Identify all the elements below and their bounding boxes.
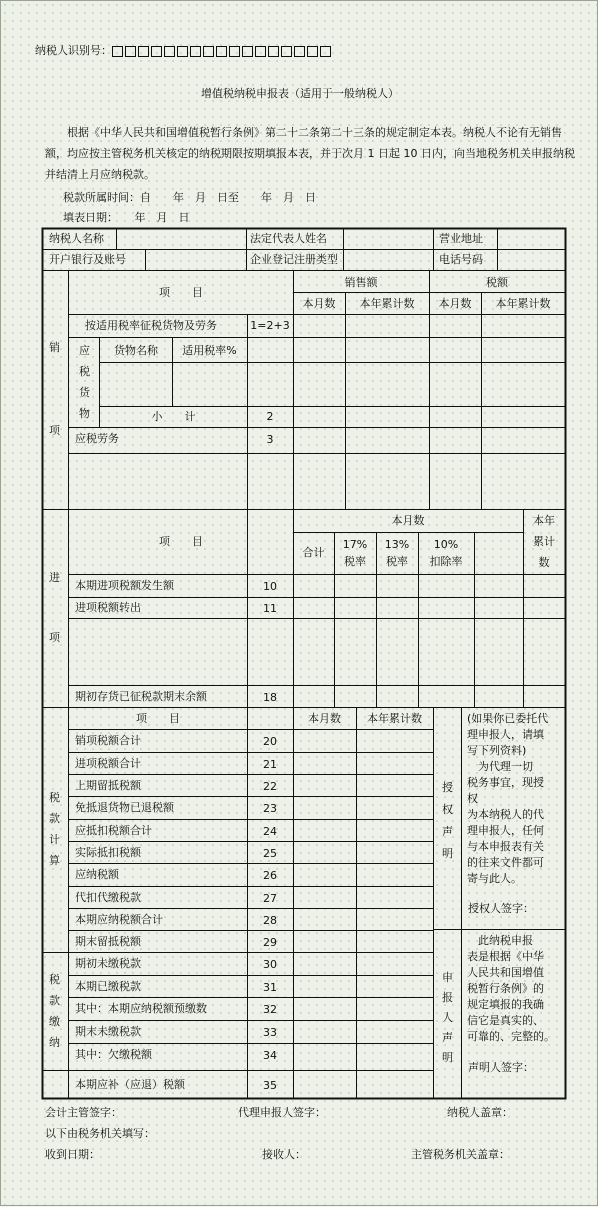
sales-side-label-1: 销	[49, 341, 60, 354]
input-month-header: 本月数	[391, 514, 425, 527]
auth-text-line: 税务事宜，现授	[467, 776, 544, 789]
pay-row-month-cell[interactable]	[295, 1002, 354, 1016]
auth-sign-label: 授权人签字：	[468, 902, 534, 915]
calc-row-month-cell[interactable]	[295, 913, 354, 927]
bank-field[interactable]	[149, 253, 243, 267]
auth-side-char: 声	[442, 825, 453, 838]
sales-item-header: 项 目	[159, 286, 203, 299]
calc-row-ytd-cell[interactable]	[358, 734, 431, 748]
calc-month-header: 本月数	[308, 712, 341, 725]
sales-amount-month: 本月数	[302, 297, 336, 310]
pay-row-ytd-cell[interactable]	[358, 1002, 431, 1016]
legal-rep-field[interactable]	[347, 232, 429, 246]
sales-row1-code: 1=2+3	[250, 319, 290, 332]
label-address: 营业地址	[439, 232, 483, 245]
decl-text-line: 税暂行条例》的	[467, 982, 544, 995]
accountant-sign: 会计主管签字：	[45, 1106, 122, 1119]
calc-side-1: 税	[49, 791, 60, 804]
calc-row-month-cell[interactable]	[295, 734, 354, 748]
input-side-label-2: 项	[49, 631, 60, 644]
calc-row-ytd-cell[interactable]	[358, 801, 431, 815]
calc-row-code: 22	[263, 780, 277, 793]
pay-row-code: 34	[263, 1049, 277, 1062]
pay-row-month-cell[interactable]	[295, 1048, 354, 1062]
pay-row-month-cell[interactable]	[295, 980, 354, 994]
auth-side-char: 授	[442, 781, 453, 794]
label-bank: 开户银行及账号	[49, 253, 126, 266]
input-row10-code: 10	[263, 580, 277, 593]
decl-side-char: 人	[442, 1011, 453, 1024]
pay-row-ytd-cell[interactable]	[358, 1025, 431, 1039]
calc-row-code: 20	[263, 735, 277, 748]
reg-type-field[interactable]	[347, 253, 429, 267]
calc-row-ytd-cell[interactable]	[358, 935, 431, 949]
calc-row-label: 应纳税额	[75, 868, 119, 881]
decl-text-line: 人民共和国增值	[467, 966, 544, 979]
calc-row-label: 进项税额合计	[75, 757, 141, 770]
goods-rate-header: 适用税率%	[182, 344, 237, 357]
decl-text-line: 信它是真实的、	[467, 1014, 544, 1027]
auth-text-line: (如果你已委托代	[467, 712, 549, 725]
auth-side-char: 权	[442, 803, 453, 816]
calc-row-month-cell[interactable]	[295, 801, 354, 815]
label-taxpayer-name: 纳税人名称	[49, 232, 104, 245]
address-field[interactable]	[501, 232, 561, 246]
calc-row-ytd-cell[interactable]	[358, 913, 431, 927]
auth-text-line: 理申报人，请填	[467, 728, 544, 741]
calc-row-month-cell[interactable]	[295, 935, 354, 949]
pay-row-code: 35	[263, 1079, 277, 1092]
form-title: 增值税纳税申报表（适用于一般纳税人）	[201, 87, 399, 100]
tax-period: 税款所属时间：自 年 月 日至 年 月 日	[63, 191, 316, 204]
calc-row-code: 28	[263, 914, 277, 927]
calc-row-code: 24	[263, 825, 277, 838]
sales-tax-month: 本月数	[438, 297, 472, 310]
receiver: 接收人：	[262, 1148, 306, 1161]
calc-side-2: 款	[49, 812, 60, 825]
auth-text-line: 写下列资料)	[467, 744, 527, 757]
auth-text-line: 权	[467, 792, 478, 805]
calc-row-code: 29	[263, 936, 277, 949]
sales-amount-ytd: 本年累计数	[359, 297, 415, 310]
label-legal-rep: 法定代表人姓名	[250, 232, 327, 245]
calc-item-header: 项 目	[136, 712, 180, 725]
sales-services-code: 3	[266, 433, 274, 446]
input-item-header: 项 目	[159, 535, 203, 548]
input-row11-label: 进项税额转出	[75, 601, 141, 614]
calc-row-label: 本期应纳税额合计	[75, 913, 163, 926]
calc-row-month-cell[interactable]	[295, 891, 354, 905]
calc-row-ytd-cell[interactable]	[358, 779, 431, 793]
label-phone: 电话号码	[439, 253, 483, 266]
calc-row-ytd-cell[interactable]	[358, 846, 431, 860]
taxpayer-seal: 纳税人盖章：	[447, 1106, 513, 1119]
sales-subtotal-code: 2	[266, 410, 274, 423]
pay-side-1: 税	[49, 973, 60, 986]
calc-row-code: 21	[263, 758, 277, 771]
input-year-header-2: 累计	[533, 535, 555, 548]
calc-row-label: 应抵扣税额合计	[75, 824, 152, 837]
authority-section-label: 以下由税务机关填写：	[45, 1127, 155, 1140]
auth-side-char: 明	[442, 847, 453, 860]
taxpayer-name-field[interactable]	[121, 232, 243, 246]
input-rate13-2: 税率	[386, 555, 408, 568]
pay-row-label: 期初未缴税款	[75, 957, 141, 970]
fill-date: 填表日期： 年 月 日	[63, 211, 190, 224]
pay-row-label: 其中：欠缴税额	[75, 1048, 152, 1061]
sales-tax-header: 税额	[486, 276, 508, 289]
calc-ytd-header: 本年累计数	[367, 712, 422, 725]
decl-sign-label: 声明人签字：	[468, 1061, 534, 1074]
calc-row-month-cell[interactable]	[295, 846, 354, 860]
pay-row-month-cell[interactable]	[295, 1078, 354, 1092]
pay-row-label: 其中：本期应纳税额预缴数	[75, 1002, 207, 1015]
taxpayer-id-label: 纳税人识别号：	[35, 44, 112, 57]
pay-row-code: 33	[263, 1026, 277, 1039]
input-rate17-2: 税率	[344, 555, 366, 568]
label-reg-type: 企业登记注册类型	[250, 253, 338, 266]
calc-row-month-cell[interactable]	[295, 868, 354, 882]
goods-vertical-1: 应	[79, 344, 90, 357]
goods-vertical-4: 物	[79, 407, 90, 420]
decl-side-char: 报	[442, 991, 453, 1004]
goods-vertical-2: 税	[79, 365, 90, 378]
pay-row-code: 30	[263, 958, 277, 971]
calc-row-code: 25	[263, 847, 277, 860]
phone-field[interactable]	[501, 253, 561, 267]
pay-row-code: 32	[263, 1003, 277, 1016]
input-side-label-1: 进	[49, 571, 60, 584]
auth-text-line: 为本纳税人的代	[467, 808, 544, 821]
sales-amount-header: 销售额	[344, 276, 378, 289]
calc-row-label: 上期留抵税额	[75, 779, 141, 792]
calc-row-code: 26	[263, 869, 277, 882]
calc-row-label: 期末留抵税额	[75, 935, 141, 948]
decl-text-line: 规定填报的我确	[467, 998, 544, 1011]
decl-side-char: 申	[442, 971, 453, 984]
calc-side-4: 算	[49, 854, 60, 867]
pay-side-3: 缴	[49, 1015, 60, 1028]
decl-text-line: 此纳税申报	[467, 934, 533, 947]
pay-row-ytd-cell[interactable]	[358, 1078, 431, 1092]
input-rate10-2: 扣除率	[429, 555, 463, 568]
decl-text-line: 可靠的、完整的。	[467, 1030, 555, 1043]
auth-text-line: 与本申报表有关	[467, 840, 544, 853]
calc-row-month-cell[interactable]	[295, 757, 354, 771]
auth-text-line: 寄与此人。	[467, 872, 522, 885]
sales-row1-label: 按适用税率征税货物及劳务	[85, 319, 217, 332]
input-rate13-1: 13%	[384, 538, 410, 551]
pay-row-label: 期末未缴税款	[75, 1025, 141, 1038]
calc-row-ytd-cell[interactable]	[358, 891, 431, 905]
pay-side-2: 款	[49, 994, 60, 1007]
calc-row-code: 27	[263, 892, 277, 905]
calc-row-code: 23	[263, 802, 277, 815]
sales-tax-ytd: 本年累计数	[495, 297, 551, 310]
pay-row-month-cell[interactable]	[295, 1025, 354, 1039]
calc-side-3: 计	[49, 833, 60, 846]
pay-row-ytd-cell[interactable]	[358, 1048, 431, 1062]
calc-row-label: 代扣代缴税款	[75, 891, 141, 904]
auth-text-line: 为代理一切	[467, 760, 533, 773]
input-row18-code: 18	[263, 691, 277, 704]
goods-name-header: 货物名称	[114, 344, 158, 357]
input-year-header-1: 本年	[533, 514, 555, 527]
input-rate17-1: 17%	[342, 538, 368, 551]
pay-row-label: 本期应补（应退）税额	[75, 1078, 185, 1091]
input-total-header: 合计	[302, 546, 325, 559]
calc-row-label: 免抵退货物已退税额	[75, 801, 174, 814]
authority-seal: 主管税务机关盖章：	[411, 1148, 510, 1161]
auth-text-line: 理申报人，任何	[467, 824, 544, 837]
pay-row-ytd-cell[interactable]	[358, 980, 431, 994]
input-year-header-3: 数	[538, 556, 550, 569]
pay-row-month-cell[interactable]	[295, 957, 354, 971]
pay-row-code: 31	[263, 981, 277, 994]
input-row11-code: 11	[263, 602, 277, 615]
input-row10-label: 本期进项税额发生额	[75, 579, 174, 592]
sales-side-label-2: 项	[49, 424, 60, 437]
received-date: 收到日期：	[45, 1148, 100, 1161]
decl-side-char: 声	[442, 1031, 453, 1044]
calc-row-ytd-cell[interactable]	[358, 868, 431, 882]
pay-side-4: 纳	[49, 1036, 60, 1049]
decl-text-line: 表是根据《中华	[467, 950, 544, 963]
sales-services-label: 应税劳务	[75, 432, 119, 445]
goods-vertical-3: 货	[79, 386, 90, 399]
calc-row-label: 销项税额合计	[75, 734, 141, 747]
calc-row-month-cell[interactable]	[295, 824, 354, 838]
calc-row-ytd-cell[interactable]	[358, 824, 431, 838]
pay-row-label: 本期已缴税款	[75, 980, 141, 993]
pay-row-ytd-cell[interactable]	[358, 957, 431, 971]
calc-row-label: 实际抵扣税额	[75, 846, 141, 859]
calc-row-ytd-cell[interactable]	[358, 757, 431, 771]
calc-row-month-cell[interactable]	[295, 779, 354, 793]
decl-side-char: 明	[442, 1051, 453, 1064]
agent-sign: 代理申报人签字：	[238, 1106, 326, 1119]
sales-subtotal-label: 小 计	[151, 410, 196, 423]
input-rate10-1: 10%	[433, 538, 459, 551]
intro-paragraph: 根据《中华人民共和国增值税暂行条例》第二十二条第二十三条的规定制定本表。纳税人不论有无销售额，均应按主管税务机关核定的纳税期限按期填报本表，并于次月 1 日起 10 日内，向当地税务机关申报纳税并结清上月应纳税款。	[45, 126, 575, 181]
input-row18-label: 期初存货已征税款期末余额	[75, 690, 207, 703]
auth-text-line: 的往来文件都可	[467, 856, 544, 869]
